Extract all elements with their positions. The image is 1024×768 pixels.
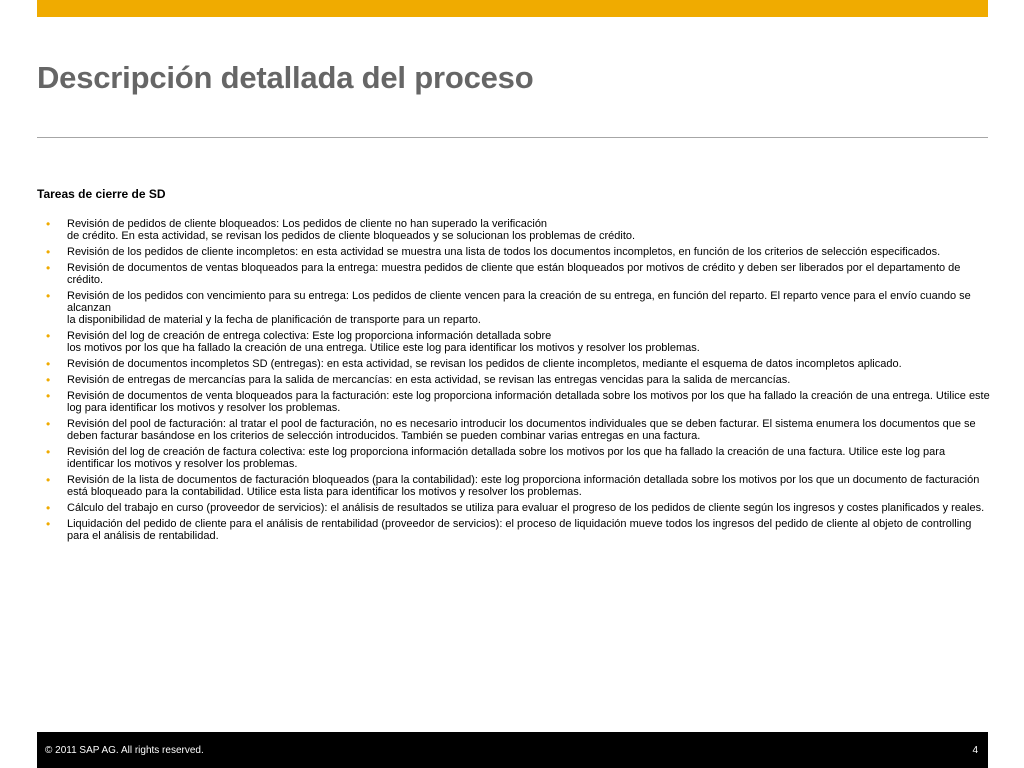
list-item-text: Revisión del log de creación de entrega colectiva: Este log proporciona información detallada sobre los motivos por los que ha fallado la creación de una entrega. Utilice este log para identificar los motivos y resolver los problemas. [67, 330, 700, 354]
page-title: Descripción detallada del proceso [37, 60, 534, 95]
list-item-text: Revisión de documentos de venta bloqueados para la facturación: este log proporciona información detallada sobre los motivos por los que ha fallado la creación de una entrega. Utilice este log para identificar los motivos y resolver los problemas. [67, 390, 990, 414]
list-item-text: Revisión del log de creación de factura colectiva: este log proporciona información detallada sobre los motivos por los que ha fallado la creación de una factura. Utilice este log para identificar los motivos y resolver los problemas. [67, 446, 946, 470]
list-item [37, 246, 992, 258]
top-accent-bar [37, 0, 988, 17]
title-divider [37, 137, 988, 138]
list-item [37, 218, 992, 242]
list-item [37, 518, 992, 542]
bullet-icon: • [46, 289, 51, 303]
page-number: 4 [972, 745, 978, 756]
bullet-icon: • [46, 357, 51, 371]
list-item [37, 330, 992, 354]
list-item [37, 418, 992, 442]
list-item-text: Cálculo del trabajo en curso (proveedor de servicios): el análisis de resultados se utiliza para evaluar el progreso de los pedidos de cliente según los ingresos y costes planificados y reales. [67, 502, 985, 514]
copyright-text: © 2011 SAP AG. All rights reserved. [45, 745, 204, 756]
list-item-text: Revisión de los pedidos con vencimiento para su entrega: Los pedidos de cliente vencen para la creación de su entrega, en función del reparto. El reparto vence para el envío cuando se alcanzan la disponibilidad de material y la fecha de planificación de transporte para un reparto. [67, 290, 971, 326]
bullet-icon: • [46, 389, 51, 403]
bullet-list [37, 218, 992, 542]
section-subtitle: Tareas de cierre de SD [37, 187, 166, 201]
bullet-icon: • [46, 501, 51, 515]
list-item [37, 390, 992, 414]
bullet-icon: • [46, 445, 51, 459]
list-item-text: Revisión del pool de facturación: al tratar el pool de facturación, no es necesario introducir los documentos individuales que se deben facturar. El sistema enumera los documentos que se deben facturar basándose en los criterios de selección introducidos. También se pueden combinar varias entregas en una factura. [67, 418, 976, 442]
list-item-text: Revisión de entregas de mercancías para la salida de mercancías: en esta actividad, se revisan las entregas vencidas para la salida de mercancías. [67, 374, 791, 386]
bullet-icon: • [46, 417, 51, 431]
bullet-icon: • [46, 245, 51, 259]
list-item [37, 262, 992, 286]
list-item [37, 502, 992, 514]
list-item [37, 474, 992, 498]
list-item-text: Revisión de documentos incompletos SD (entregas): en esta actividad, se revisan los pedidos de cliente incompletos, mediante el esquema de datos incompletos aplicado. [67, 358, 902, 370]
list-item-text: Revisión de la lista de documentos de facturación bloqueados (para la contabilidad): este log proporciona información detallada sobre los motivos por los que un documento de facturación está bloqueado para la contabilidad. Utilice esta lista para identificar los motivos y resolver los problemas. [67, 474, 980, 498]
bullet-icon: • [46, 261, 51, 275]
slide-content [37, 186, 992, 546]
list-item-text: Liquidación del pedido de cliente para el análisis de rentabilidad (proveedor de servicios): el proceso de liquidación mueve todos los ingresos del pedido de cliente al objeto de controlling para el análisis de rentabilidad. [67, 518, 972, 542]
list-item-text: Revisión de pedidos de cliente bloqueados: Los pedidos de cliente no han superado la verificación de crédito. En esta actividad, se revisan los pedidos de cliente bloqueados y se solucionan los problemas de crédito. [67, 218, 636, 242]
list-item-text: Revisión de los pedidos de cliente incompletos: en esta actividad se muestra una lista de todos los documentos incompletos, en función de los criterios de selección especificados. [67, 246, 941, 258]
list-item [37, 290, 992, 326]
bullet-icon: • [46, 473, 51, 487]
bullet-icon: • [46, 217, 51, 231]
bullet-icon: • [46, 329, 51, 343]
bullet-icon: • [46, 517, 51, 531]
footer-bar [37, 732, 988, 768]
list-item [37, 358, 992, 370]
bullet-icon: • [46, 373, 51, 387]
list-item [37, 446, 992, 470]
list-item [37, 374, 992, 386]
list-item-text: Revisión de documentos de ventas bloqueados para la entrega: muestra pedidos de cliente que están bloqueados por motivos de crédito y deben ser liberados por el departamento de crédito. [67, 262, 961, 286]
